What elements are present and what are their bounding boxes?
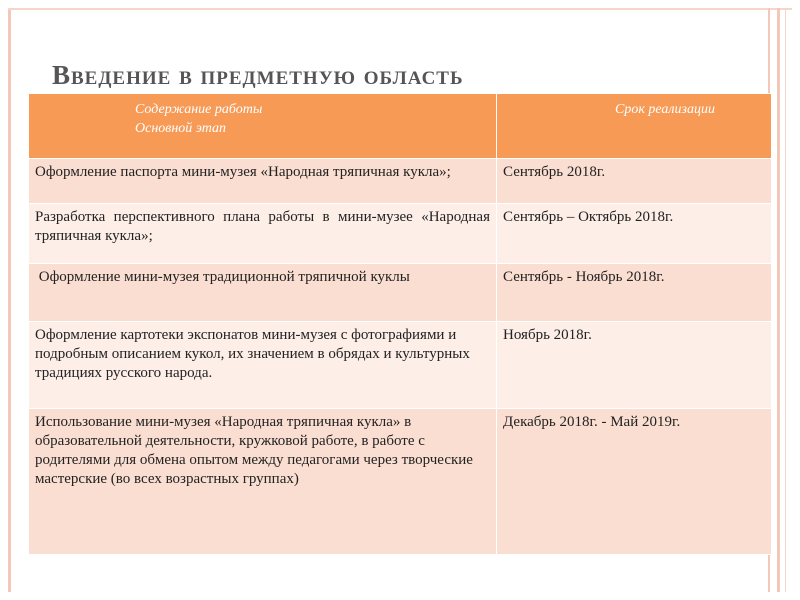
column-header-content-line2: Основной этап [135, 121, 227, 136]
table-cell-deadline: Сентябрь - Ноябрь 2018г. [497, 264, 772, 322]
table-cell-content: Оформление картотеки экспонатов мини-музея с фотографиями и подробным описанием кукол, их значением в обрядах и культурных традициях русского народа. [29, 322, 497, 409]
table-cell-content: Оформление мини-музея традиционной тряпичной куклы [29, 264, 497, 322]
slide-frame-right-line [777, 8, 780, 592]
table-row [29, 264, 772, 322]
column-header-content-line1: Содержание работы [135, 102, 263, 117]
column-header-deadline-label: Срок реализации [615, 102, 715, 117]
table-row [29, 322, 772, 409]
table-cell-deadline: Декабрь 2018г. - Май 2019г. [497, 409, 772, 555]
slide-title: Введение в предметную область [52, 60, 464, 90]
table-cell-content: Оформление паспорта мини-музея «Народная тряпичная кукла»; [29, 159, 497, 204]
table-cell-deadline: Сентябрь 2018г. [497, 159, 772, 204]
table-row [29, 159, 772, 204]
column-header-content [29, 94, 497, 159]
table-cell-deadline: Ноябрь 2018г. [497, 322, 772, 409]
column-header-deadline [497, 94, 772, 159]
slide-frame-left-line [8, 8, 11, 592]
table-cell-content: Разработка перспективного плана работы в мини-музее «Народная тряпичная кукла»; [29, 204, 497, 264]
plan-table [28, 93, 772, 555]
table-row [29, 409, 772, 555]
table-header-row [29, 94, 772, 159]
slide-frame-right-line [785, 8, 786, 592]
table-cell-deadline: Сентябрь – Октябрь 2018г. [497, 204, 772, 264]
table-row [29, 204, 772, 264]
table-cell-content: Использование мини-музея «Народная тряпичная кукла» в образовательной деятельности, кружковой работе, в работе с родителями для обмена опытом между педагогами через творческие мастерские (во всех возрастных группах) [29, 409, 497, 555]
slide-frame-top-line [8, 8, 792, 10]
